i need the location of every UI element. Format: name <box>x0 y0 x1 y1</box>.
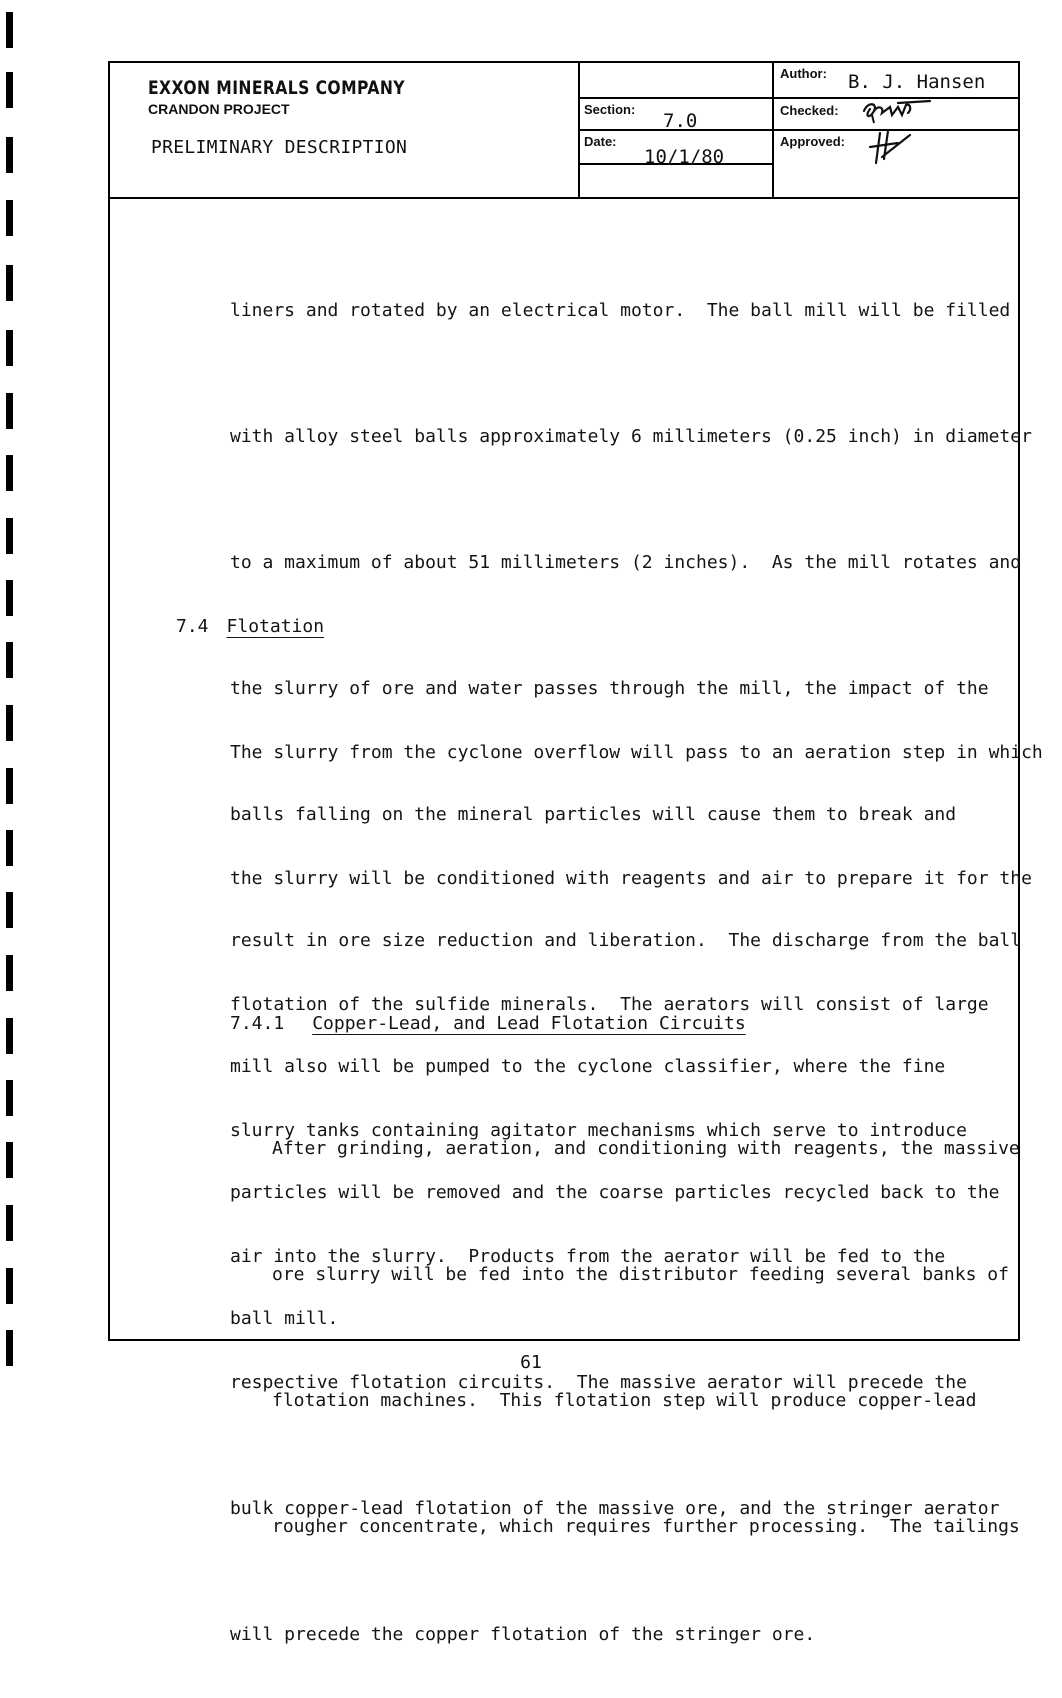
section-title: Flotation <box>226 616 325 637</box>
text-line: air into the slurry. Products from the aerator will be fed to the <box>230 1246 946 1267</box>
document-header <box>110 63 1018 199</box>
section-label: Section: <box>584 102 636 117</box>
checked-signature <box>860 99 932 125</box>
text-line: The slurry from the cyclone overflow will pass to an aeration step in which <box>230 742 1043 763</box>
text-line: result in ore size reduction and liberation. The discharge from the ball <box>230 930 1022 951</box>
text-line: balls falling on the mineral particles will cause them to break and <box>230 804 957 825</box>
author-value: B. J. Hansen <box>848 71 986 93</box>
project-name: CRANDON PROJECT <box>148 101 290 117</box>
company-name: EXXON MINERALS COMPANY <box>148 77 406 99</box>
section-7-4-heading <box>176 616 324 637</box>
date-value: 10/1/80 <box>644 146 725 168</box>
page-number: 61 <box>520 1352 542 1373</box>
text-line: ore slurry will be fed into the distributor feeding several banks of <box>272 1264 1009 1285</box>
text-line: flotation of the sulfide minerals. The aerators will consist of large <box>230 994 989 1015</box>
text-line: will precede the copper flotation of the stringer ore. <box>230 1624 816 1645</box>
header-row-line-1 <box>578 97 1018 99</box>
text-line: After grinding, aeration, and conditioning with reagents, the massive <box>272 1138 1020 1159</box>
binding-marks <box>0 0 20 1380</box>
text-line: rougher concentrate, which requires further processing. The tailings <box>272 1516 1020 1537</box>
text-line: the slurry of ore and water passes through the mill, the impact of the <box>230 678 989 699</box>
text-line: particles will be removed and the coarse particles recycled back to the <box>230 1182 1000 1203</box>
approved-signature <box>866 129 914 165</box>
text-line: bulk copper-lead flotation of the massive ore, and the stringer aerator <box>230 1498 1000 1519</box>
text-line: mill also will be pumped to the cyclone classifier, where the fine <box>230 1056 946 1077</box>
subsection-number: 7.4.1 <box>230 1013 285 1034</box>
text-line: with alloy steel balls approximately 6 millimeters (0.25 inch) in diameter <box>230 426 1032 447</box>
date-label: Date: <box>584 134 617 149</box>
text-line: liners and rotated by an electrical motor. The ball mill will be filled <box>230 300 1011 321</box>
text-line: the slurry will be conditioned with reagents and air to prepare it for the <box>230 868 1032 889</box>
checked-label: Checked: <box>780 103 839 118</box>
text-line: respective flotation circuits. The massive aerator will precede the <box>230 1372 967 1393</box>
section-7-4-1-heading <box>230 1013 746 1034</box>
paragraph-copper-lead <box>272 1044 1020 1590</box>
document-type: PRELIMINARY DESCRIPTION <box>151 137 408 158</box>
section-value: 7.0 <box>663 110 698 132</box>
author-label: Author: <box>780 66 827 81</box>
header-row-line-2 <box>578 129 1018 131</box>
text-line: to a maximum of about 51 millimeters (2 inches). As the mill rotates and <box>230 552 1022 573</box>
text-line: slurry tanks containing agitator mechanisms which serve to introduce <box>230 1120 967 1141</box>
text-line: ball mill. <box>230 1308 339 1329</box>
approved-label: Approved: <box>780 134 845 149</box>
subsection-title: Copper-Lead, and Lead Flotation Circuits <box>312 1013 746 1034</box>
text-line: flotation machines. This flotation step will produce copper-lead <box>272 1390 977 1411</box>
section-number: 7.4 <box>176 616 209 637</box>
